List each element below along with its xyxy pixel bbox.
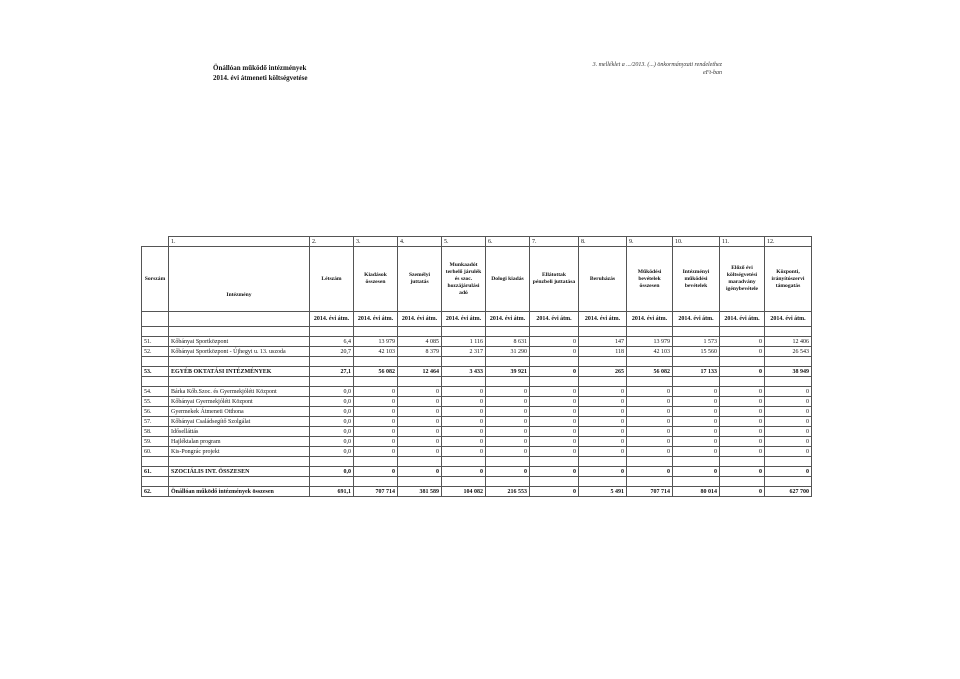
value-cell: 0: [627, 437, 673, 447]
institution-name: Önállóan működő intézmények összesen: [169, 487, 310, 497]
spacer-cell: [579, 457, 627, 467]
value-cell: 80 014: [673, 487, 720, 497]
subheader-cell: 2014. évi átm.: [673, 312, 720, 327]
value-cell: 0,0: [310, 437, 354, 447]
value-cell: 0: [720, 367, 765, 377]
spacer-cell: [398, 357, 442, 367]
value-cell: 0: [673, 387, 720, 397]
table-row: [142, 387, 812, 397]
value-cell: 0: [530, 347, 579, 357]
spacer-cell: [354, 357, 398, 367]
row-number: 51.: [142, 337, 169, 347]
value-cell: 0,0: [310, 427, 354, 437]
value-cell: 0: [673, 427, 720, 437]
row-number: 53.: [142, 367, 169, 377]
value-cell: 0: [765, 467, 812, 477]
spacer-cell: [720, 357, 765, 367]
value-cell: 13 979: [627, 337, 673, 347]
spacer-row: [142, 327, 812, 337]
value-cell: 0: [442, 417, 486, 427]
value-cell: 0: [486, 417, 530, 427]
colnum-5: 5.: [442, 237, 486, 247]
subheader-cell: 2014. évi átm.: [354, 312, 398, 327]
value-cell: 0: [627, 467, 673, 477]
header-elozo-evi: Előző évi költségvetési maradvány igénybevétele: [720, 247, 765, 312]
spacer-row: [142, 457, 812, 467]
spacer-cell: [530, 377, 579, 387]
value-cell: 0: [398, 407, 442, 417]
header-row: [142, 247, 812, 312]
table-row: [142, 487, 812, 497]
header-ellatottak: Ellátottak pénzbeli juttatása: [530, 247, 579, 312]
value-cell: 0: [530, 367, 579, 377]
header-dologi: Dologi kiadás: [486, 247, 530, 312]
budget-table: [141, 236, 812, 497]
value-cell: 0,0: [310, 407, 354, 417]
spacer-cell: [398, 327, 442, 337]
header-beruhazas: Beruházás: [579, 247, 627, 312]
value-cell: 0,0: [310, 467, 354, 477]
spacer-cell: [142, 477, 169, 487]
spacer-cell: [486, 477, 530, 487]
value-cell: 691,1: [310, 487, 354, 497]
value-cell: 0: [720, 447, 765, 457]
spacer-cell: [142, 327, 169, 337]
value-cell: 39 921: [486, 367, 530, 377]
value-cell: 0: [673, 417, 720, 427]
value-cell: 0: [398, 427, 442, 437]
value-cell: 0: [530, 487, 579, 497]
subheader-cell: 2014. évi átm.: [765, 312, 812, 327]
value-cell: 0: [720, 347, 765, 357]
value-cell: 5 491: [579, 487, 627, 497]
value-cell: 0: [354, 437, 398, 447]
institution-name: Kőbányai Sportközpont - Újhegyi u. 13. uszoda: [169, 347, 310, 357]
spacer-cell: [765, 327, 812, 337]
institution-name: Kőbányai Gyermekjóléti Központ: [169, 397, 310, 407]
table-row: [142, 427, 812, 437]
row-number: 57.: [142, 417, 169, 427]
value-cell: 0: [673, 397, 720, 407]
value-cell: 17 133: [673, 367, 720, 377]
value-cell: 0: [720, 427, 765, 437]
value-cell: 0: [442, 407, 486, 417]
subheader-cell: 2014. évi átm.: [627, 312, 673, 327]
unit-label: eFt-ban: [703, 70, 722, 76]
value-cell: 0: [442, 397, 486, 407]
value-cell: 0: [579, 417, 627, 427]
value-cell: 6,4: [310, 337, 354, 347]
row-number: 62.: [142, 487, 169, 497]
spacer-cell: [579, 357, 627, 367]
value-cell: 0,0: [310, 397, 354, 407]
value-cell: 0: [442, 447, 486, 457]
value-cell: 104 082: [442, 487, 486, 497]
spacer-cell: [354, 457, 398, 467]
subheader-row: [142, 312, 812, 327]
spacer-cell: [765, 357, 812, 367]
table-row: [142, 367, 812, 377]
spacer-cell: [486, 327, 530, 337]
spacer-cell: [627, 457, 673, 467]
row-number: 55.: [142, 397, 169, 407]
spacer-cell: [579, 327, 627, 337]
value-cell: 0: [486, 437, 530, 447]
value-cell: 0: [398, 447, 442, 457]
table-row: [142, 407, 812, 417]
spacer-cell: [627, 327, 673, 337]
spacer-cell: [142, 457, 169, 467]
colnum-11: 11.: [720, 237, 765, 247]
spacer-cell: [673, 357, 720, 367]
value-cell: 0: [765, 427, 812, 437]
spacer-cell: [579, 477, 627, 487]
value-cell: 26 543: [765, 347, 812, 357]
spacer-cell: [720, 327, 765, 337]
spacer-cell: [442, 477, 486, 487]
spacer-cell: [530, 457, 579, 467]
spacer-cell: [169, 327, 310, 337]
spacer-cell: [310, 457, 354, 467]
institution-name: Hajléktalan program: [169, 437, 310, 447]
value-cell: 0: [354, 427, 398, 437]
value-cell: 0: [579, 437, 627, 447]
value-cell: 0: [579, 387, 627, 397]
value-cell: 0: [530, 407, 579, 417]
institution-name: Kőbányai Sportközpont: [169, 337, 310, 347]
spacer-cell: [673, 377, 720, 387]
value-cell: 0: [720, 387, 765, 397]
value-cell: 0: [579, 447, 627, 457]
value-cell: 381 589: [398, 487, 442, 497]
institution-name: Kis-Pongrác projekt: [169, 447, 310, 457]
institution-name: SZOCIÁLIS INT. ÖSSZESEN: [169, 467, 310, 477]
subheader-cell: 2014. évi átm.: [442, 312, 486, 327]
value-cell: 0: [486, 467, 530, 477]
table-row: [142, 467, 812, 477]
value-cell: 2 317: [442, 347, 486, 357]
value-cell: 0: [765, 397, 812, 407]
institution-name: Kőbányai Családsegítő Szolgálat: [169, 417, 310, 427]
value-cell: 31 290: [486, 347, 530, 357]
table-body: [142, 327, 812, 497]
value-cell: 27,1: [310, 367, 354, 377]
value-cell: 0: [398, 417, 442, 427]
title-line-1: Önállóan működő intézmények: [213, 64, 307, 72]
value-cell: 8 631: [486, 337, 530, 347]
table-row: [142, 397, 812, 407]
value-cell: 0: [486, 397, 530, 407]
spacer-cell: [398, 377, 442, 387]
spacer-cell: [398, 477, 442, 487]
header-kiadasok: Kiadások összesen: [354, 247, 398, 312]
row-number: 58.: [142, 427, 169, 437]
value-cell: 0: [673, 447, 720, 457]
value-cell: 0: [579, 467, 627, 477]
value-cell: 0: [627, 407, 673, 417]
value-cell: 42 103: [354, 347, 398, 357]
value-cell: 0: [765, 387, 812, 397]
colnum-8: 8.: [579, 237, 627, 247]
spacer-cell: [720, 377, 765, 387]
value-cell: 216 553: [486, 487, 530, 497]
subheader-empty-1: [142, 312, 169, 327]
colnum-9: 9.: [627, 237, 673, 247]
subheader-cell: 2014. évi átm.: [486, 312, 530, 327]
value-cell: 147: [579, 337, 627, 347]
spacer-cell: [310, 377, 354, 387]
document-title: [213, 63, 307, 83]
institution-name: Gyermekek Átmeneti Otthona: [169, 407, 310, 417]
value-cell: 0: [627, 417, 673, 427]
spacer-cell: [579, 377, 627, 387]
title-line-2: 2014. évi átmeneti költségvetése: [213, 74, 308, 82]
value-cell: 0: [673, 437, 720, 447]
institution-name: Időselláttás: [169, 427, 310, 437]
value-cell: 0: [765, 447, 812, 457]
value-cell: 0: [627, 397, 673, 407]
spacer-cell: [486, 377, 530, 387]
value-cell: 0: [720, 337, 765, 347]
subheader-cell: 2014. évi átm.: [579, 312, 627, 327]
spacer-cell: [627, 377, 673, 387]
value-cell: 0: [398, 437, 442, 447]
spacer-cell: [720, 477, 765, 487]
row-number: 59.: [142, 437, 169, 447]
spacer-cell: [442, 457, 486, 467]
value-cell: 0: [486, 427, 530, 437]
header-munkaadot: Munkaadót terhelő járulék és szoc. hozzájárulási adó: [442, 247, 486, 312]
header-mukodesi-bevetelek: Működési bevételek összesen: [627, 247, 673, 312]
colnum-3: 3.: [354, 237, 398, 247]
header-letszam: Létszám: [310, 247, 354, 312]
spacer-cell: [765, 457, 812, 467]
spacer-cell: [169, 457, 310, 467]
annex-line-1: 3. melléklet a .../2013. (...) önkormányzati rendelethez: [592, 62, 722, 68]
value-cell: 0: [720, 417, 765, 427]
colnum-10: 10.: [673, 237, 720, 247]
annex-reference: [593, 61, 722, 77]
value-cell: 0: [442, 467, 486, 477]
row-number: 52.: [142, 347, 169, 357]
value-cell: 0: [354, 397, 398, 407]
subheader-cell: 2014. évi átm.: [530, 312, 579, 327]
value-cell: 8 379: [398, 347, 442, 357]
value-cell: 0: [530, 447, 579, 457]
value-cell: 0: [627, 447, 673, 457]
spacer-cell: [169, 377, 310, 387]
header-szemelyi: Személyi juttatás: [398, 247, 442, 312]
row-number: 61.: [142, 467, 169, 477]
spacer-cell: [442, 327, 486, 337]
value-cell: 0: [627, 387, 673, 397]
colnum-12: 12.: [765, 237, 812, 247]
table-row: [142, 437, 812, 447]
spacer-cell: [673, 477, 720, 487]
value-cell: 0: [354, 387, 398, 397]
value-cell: 13 979: [354, 337, 398, 347]
spacer-cell: [169, 477, 310, 487]
value-cell: 42 103: [627, 347, 673, 357]
spacer-cell: [354, 477, 398, 487]
value-cell: 265: [579, 367, 627, 377]
value-cell: 0: [579, 407, 627, 417]
value-cell: 0,0: [310, 447, 354, 457]
value-cell: 0: [530, 437, 579, 447]
value-cell: 1 573: [673, 337, 720, 347]
header-intezmenyi-mukodesi: Intézményi működési bevételek: [673, 247, 720, 312]
value-cell: 0: [720, 407, 765, 417]
spacer-cell: [486, 357, 530, 367]
subheader-empty-2: [169, 312, 310, 327]
colnum-7: 7.: [530, 237, 579, 247]
spacer-cell: [310, 327, 354, 337]
spacer-cell: [530, 477, 579, 487]
row-number: 56.: [142, 407, 169, 417]
row-number: 60.: [142, 447, 169, 457]
value-cell: 0: [354, 447, 398, 457]
spacer-cell: [627, 477, 673, 487]
value-cell: 0: [579, 427, 627, 437]
subheader-cell: 2014. évi átm.: [398, 312, 442, 327]
value-cell: 0: [530, 387, 579, 397]
value-cell: 0: [720, 487, 765, 497]
value-cell: 0: [530, 397, 579, 407]
value-cell: 0: [765, 437, 812, 447]
value-cell: 0: [398, 387, 442, 397]
colnum-1: 1.: [169, 237, 310, 247]
spacer-cell: [142, 357, 169, 367]
value-cell: 0: [398, 467, 442, 477]
spacer-cell: [765, 377, 812, 387]
value-cell: 12 464: [398, 367, 442, 377]
subheader-cell: 2014. évi átm.: [720, 312, 765, 327]
table-row: [142, 447, 812, 457]
spacer-cell: [354, 327, 398, 337]
value-cell: 0: [442, 387, 486, 397]
header-kozponti: Központi, irányítószervi támogatás: [765, 247, 812, 312]
value-cell: 0: [354, 417, 398, 427]
spacer-cell: [720, 457, 765, 467]
value-cell: 56 082: [354, 367, 398, 377]
value-cell: 0: [354, 467, 398, 477]
subheader-cell: 2014. évi átm.: [310, 312, 354, 327]
table-row: [142, 347, 812, 357]
value-cell: 0: [530, 427, 579, 437]
spacer-cell: [310, 477, 354, 487]
table-row: [142, 417, 812, 427]
value-cell: 0,0: [310, 387, 354, 397]
corner-cell: [142, 237, 169, 247]
spacer-cell: [627, 357, 673, 367]
value-cell: 56 082: [627, 367, 673, 377]
value-cell: 0: [530, 337, 579, 347]
spacer-cell: [142, 377, 169, 387]
spacer-cell: [442, 357, 486, 367]
institution-name: EGYÉB OKTATÁSI INTÉZMÉNYEK: [169, 367, 310, 377]
spacer-cell: [765, 477, 812, 487]
spacer-cell: [530, 327, 579, 337]
value-cell: 0: [673, 407, 720, 417]
value-cell: 0: [354, 407, 398, 417]
spacer-cell: [442, 377, 486, 387]
value-cell: 15 560: [673, 347, 720, 357]
value-cell: 0: [486, 407, 530, 417]
value-cell: 0: [530, 467, 579, 477]
value-cell: 4 085: [398, 337, 442, 347]
value-cell: 20,7: [310, 347, 354, 357]
colnum-4: 4.: [398, 237, 442, 247]
spacer-cell: [169, 357, 310, 367]
value-cell: 3 433: [442, 367, 486, 377]
header-sorszam: Sorszám: [142, 247, 169, 312]
value-cell: 0: [486, 387, 530, 397]
value-cell: 0: [765, 417, 812, 427]
spacer-row: [142, 477, 812, 487]
value-cell: 12 406: [765, 337, 812, 347]
value-cell: 0: [627, 427, 673, 437]
institution-name: Bárka Kőb.Szoc. és Gyermekjóléti Központ: [169, 387, 310, 397]
value-cell: 0: [673, 467, 720, 477]
value-cell: 1 116: [442, 337, 486, 347]
row-number: 54.: [142, 387, 169, 397]
column-number-row: [142, 237, 812, 247]
value-cell: 118: [579, 347, 627, 357]
header-intezmeny: Intézmény: [169, 247, 310, 312]
spacer-cell: [673, 327, 720, 337]
value-cell: 0,0: [310, 417, 354, 427]
spacer-cell: [354, 377, 398, 387]
spacer-cell: [398, 457, 442, 467]
value-cell: 0: [398, 397, 442, 407]
spacer-row: [142, 377, 812, 387]
value-cell: 0: [765, 407, 812, 417]
value-cell: 0: [720, 437, 765, 447]
value-cell: 0: [579, 397, 627, 407]
table-row: [142, 337, 812, 347]
value-cell: 0: [442, 427, 486, 437]
colnum-2: 2.: [310, 237, 354, 247]
value-cell: 707 714: [354, 487, 398, 497]
spacer-cell: [310, 357, 354, 367]
value-cell: 0: [442, 437, 486, 447]
spacer-cell: [486, 457, 530, 467]
spacer-cell: [673, 457, 720, 467]
colnum-6: 6.: [486, 237, 530, 247]
spacer-row: [142, 357, 812, 367]
value-cell: 0: [720, 397, 765, 407]
value-cell: 0: [720, 467, 765, 477]
value-cell: 0: [530, 417, 579, 427]
value-cell: 38 949: [765, 367, 812, 377]
value-cell: 627 700: [765, 487, 812, 497]
value-cell: 0: [486, 447, 530, 457]
value-cell: 707 714: [627, 487, 673, 497]
spacer-cell: [530, 357, 579, 367]
